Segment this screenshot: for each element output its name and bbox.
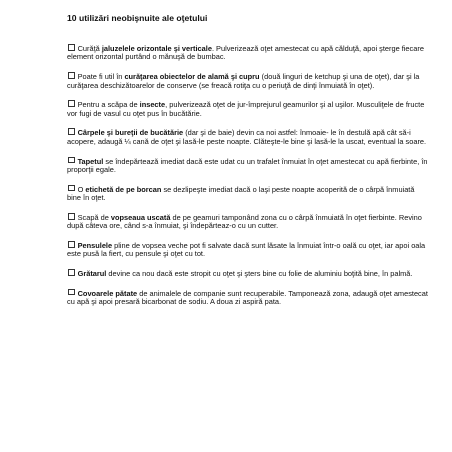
tip-keyword: insecte — [139, 100, 166, 110]
tip-keyword: Grătarul — [77, 269, 107, 279]
checkbox-bullet-icon — [68, 72, 75, 79]
tip-item: Covoarele pătate de animalele de companie sunt recuperabile. Tamponează zona, adaugă oţet amestecat cu apă şi apoi presară bicarbonat de sodiu. A doua zi aspiră pata. — [67, 288, 428, 307]
tip-keyword: jaluzelele orizontale şi verticale — [101, 43, 212, 53]
tip-keyword: Tapetul — [77, 156, 104, 166]
tip-item: Cârpele şi bureţii de bucătărie (dar şi de baie) devin ca noi astfel: înmoaie- le în destulă apă cât să-i acopere, adaugă ¼ cană de oţet şi lasă-le peste noapte. Clăteşte-le bine şi lasă-le la uscat, eventual la soare. — [67, 128, 427, 146]
tip-keyword: Covoarele pătate — [77, 288, 138, 298]
checkbox-bullet-icon — [68, 44, 75, 51]
tip-keyword: etichetă de pe borcan — [85, 184, 162, 194]
checkbox-bullet-icon — [68, 100, 75, 107]
tip-keyword: vopseaua uscată — [110, 212, 171, 222]
checkbox-bullet-icon — [68, 213, 75, 220]
checkbox-bullet-icon — [68, 269, 75, 276]
tip-keyword: Cârpele şi bureţii de bucătărie — [77, 128, 184, 138]
tip-item: Scapă de vopseaua uscată de pe geamuri tamponând zona cu o cârpă înmuiată în oţet fierbinte. Revino după câteva ore, când s-a înmuiat, şi îndepărteaz-o cu un cutter. — [67, 212, 422, 231]
checkbox-bullet-icon — [68, 241, 75, 248]
tip-item: Curăţă jaluzelele orizontale şi verticale. Pulverizează oţet amestecat cu apă călduţă, apoi şterge fiecare element orizontal purtând o mănuşă de bumbac. — [67, 43, 424, 62]
tip-keyword: curăţarea obiectelor de alamă şi cupru — [124, 71, 260, 81]
checkbox-bullet-icon — [68, 157, 75, 164]
tip-item: Poate fi util în curăţarea obiectelor de alamă şi cupru (două linguri de ketchup şi una de oţet), dar şi la curăţarea deschizătoarelor de conserve (se freacă rotiţa cu o periuţă de dinţi înmuiată în oţet). — [67, 71, 420, 90]
tip-keyword: Pensulele — [77, 240, 113, 250]
tip-item: Pentru a scăpa de insecte, pulverizează oţet de jur-împrejurul geamurilor şi al uşilor. Musculiţele de fructe vor fugi de vasul cu oţet pus în bucătărie. — [67, 100, 425, 118]
tip-item: Tapetul se îndepărtează imediat dacă este udat cu un trafalet înmuiat în oţet amestecat cu apă fierbinte, în proporţii egale. — [67, 156, 428, 174]
tip-item: Pensulele pline de vopsea veche pot fi salvate dacă sunt lăsate la înmuiat într-o oală cu oţet, iar apoi oala este pusă la fiert, cu pensule şi oţet cu tot. — [67, 240, 426, 259]
checkbox-bullet-icon — [68, 289, 75, 296]
checkbox-bullet-icon — [68, 185, 75, 192]
tip-item: O etichetă de pe borcan se dezlipeşte imediat dacă o laşi peste noapte acoperită de o cârpă înmuiată bine în oţet. — [67, 184, 415, 203]
page-title: 10 utilizări neobişnuite ale oţetului — [67, 13, 208, 23]
checkbox-bullet-icon — [68, 128, 75, 135]
tip-item: Grătarul devine ca nou dacă este stropit cu oţet şi şters bine cu folie de aluminiu boţită bine, în palmă. — [67, 269, 430, 278]
